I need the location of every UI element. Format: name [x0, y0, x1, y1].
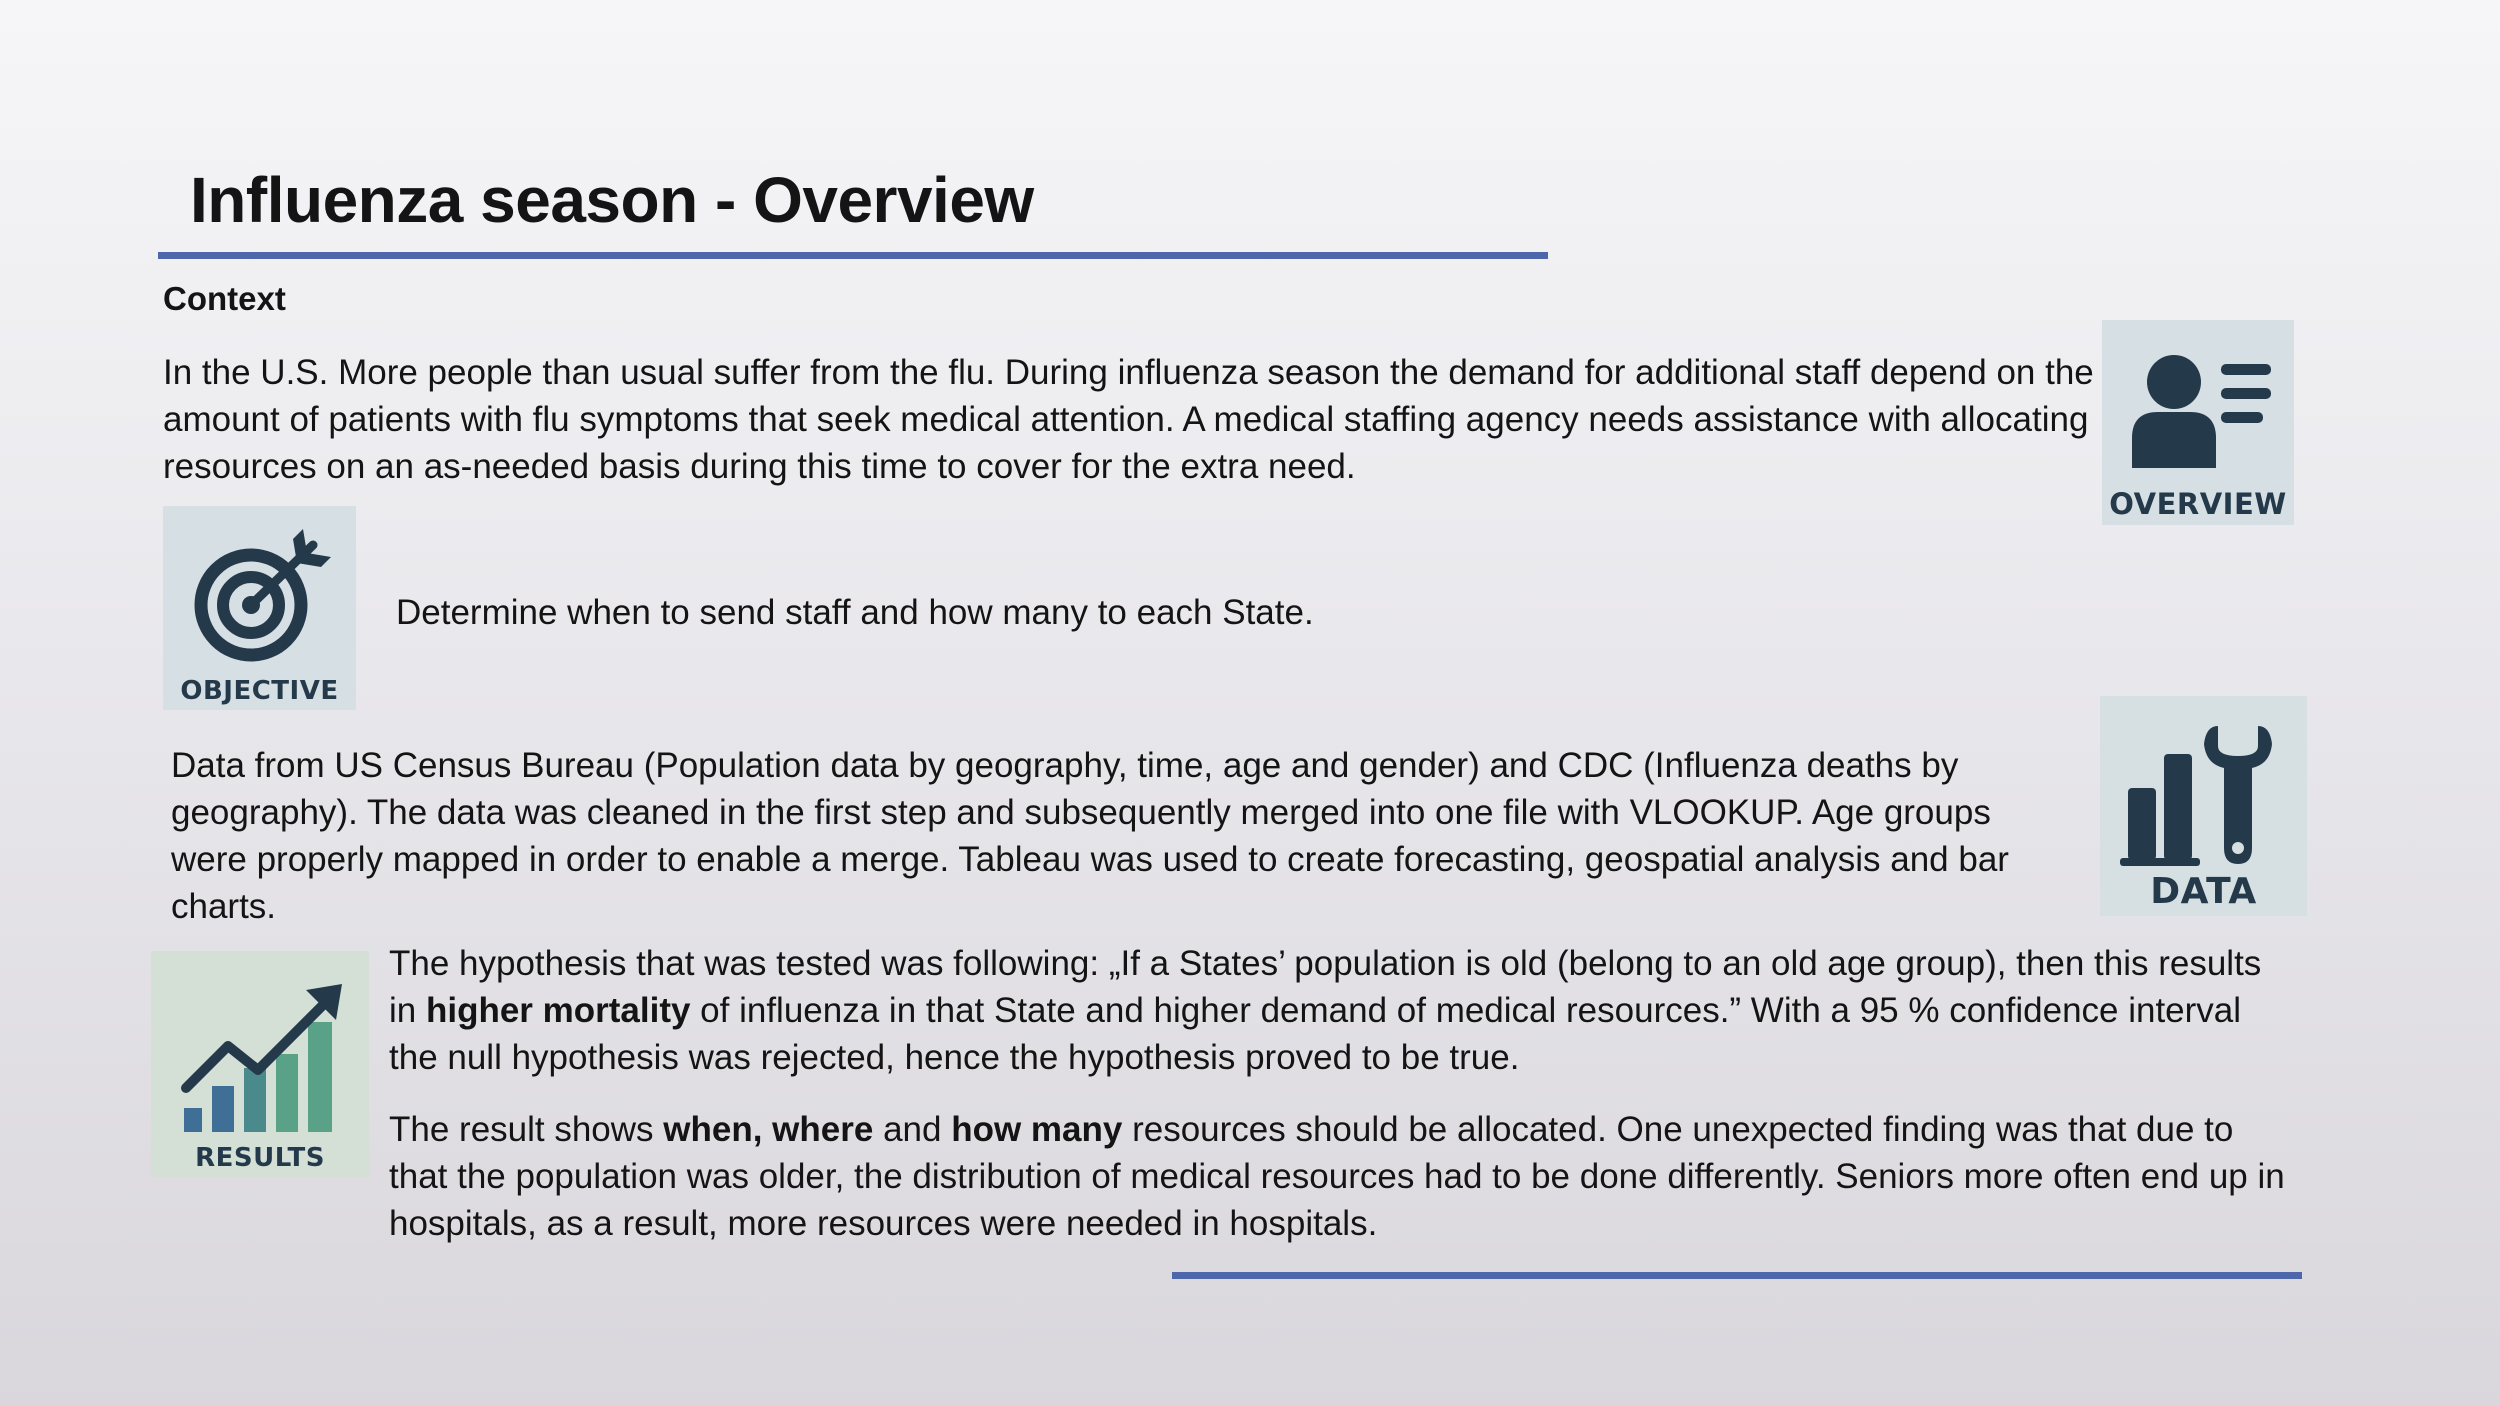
- title-underline: [158, 252, 1548, 259]
- context-heading: Context: [163, 280, 286, 317]
- bar-wrench-icon: [2114, 718, 2294, 868]
- data-icon: [2100, 696, 2307, 916]
- hypothesis-text-2: of influenza in that State and higher demand of medical resources.” With a 95 % confidence interval the null hypothesis was rejected, hence the hypothesis proved to be true.: [389, 991, 2242, 1077]
- page-title: Influenza season - Overview: [190, 164, 1034, 236]
- hypothesis-emphasis: higher mortality: [425, 991, 691, 1030]
- target-icon: [185, 523, 335, 668]
- objective-paragraph: Determine when to send staff and how many to each State.: [396, 593, 1314, 632]
- bottom-rule: [1172, 1272, 2302, 1279]
- result-text-2: and: [873, 1110, 952, 1149]
- overview-icon: [2102, 320, 2294, 525]
- overview-caption: OVERVIEW: [2109, 487, 2287, 521]
- data-paragraph: Data from US Census Bureau (Population data by geography, time, age and gender) and CDC (Influenza deaths by geography). The data was cleaned in the first step and subsequently merged into one file with VLOOKUP. Age groups were properly mapped in order to enable a merge. Tableau was used to create forecasting, geospatial analysis and bar charts.: [171, 746, 2009, 926]
- results-icon: [151, 951, 369, 1177]
- data-caption: DATA: [2150, 871, 2257, 912]
- result-emphasis-1: when, where: [663, 1110, 874, 1149]
- result-emphasis-2: how many: [951, 1110, 1123, 1149]
- result-text-1: The result shows: [389, 1110, 664, 1149]
- result-paragraph: [389, 1106, 2289, 1247]
- hypothesis-paragraph: [389, 940, 2289, 1081]
- person-card-icon: [2118, 346, 2278, 476]
- objective-caption: OBJECTIVE: [180, 676, 339, 706]
- context-paragraph: In the U.S. More people than usual suffer from the flu. During influenza season the demand for additional staff depend on the amount of patients with flu symptoms that seek medical attention. A medical staffing agency needs assistance with allocating resources on an as-needed basis during this time to cover for the extra need.: [163, 353, 2094, 486]
- hypothesis-text-1: The hypothesis that was tested was following: „If a States’ population is old (belong to an old age group), then this results in: [389, 944, 2262, 1030]
- results-caption: RESULTS: [195, 1143, 325, 1173]
- objective-icon: [163, 506, 356, 710]
- growth-chart-icon: [170, 974, 350, 1139]
- result-text-3: resources should be allocated. One unexpected finding was that due to that the population was older, the distribution of medical resources had to be done differently. Seniors more often end up in hospitals, as a result, more resources were needed in hospitals.: [389, 1110, 2285, 1243]
